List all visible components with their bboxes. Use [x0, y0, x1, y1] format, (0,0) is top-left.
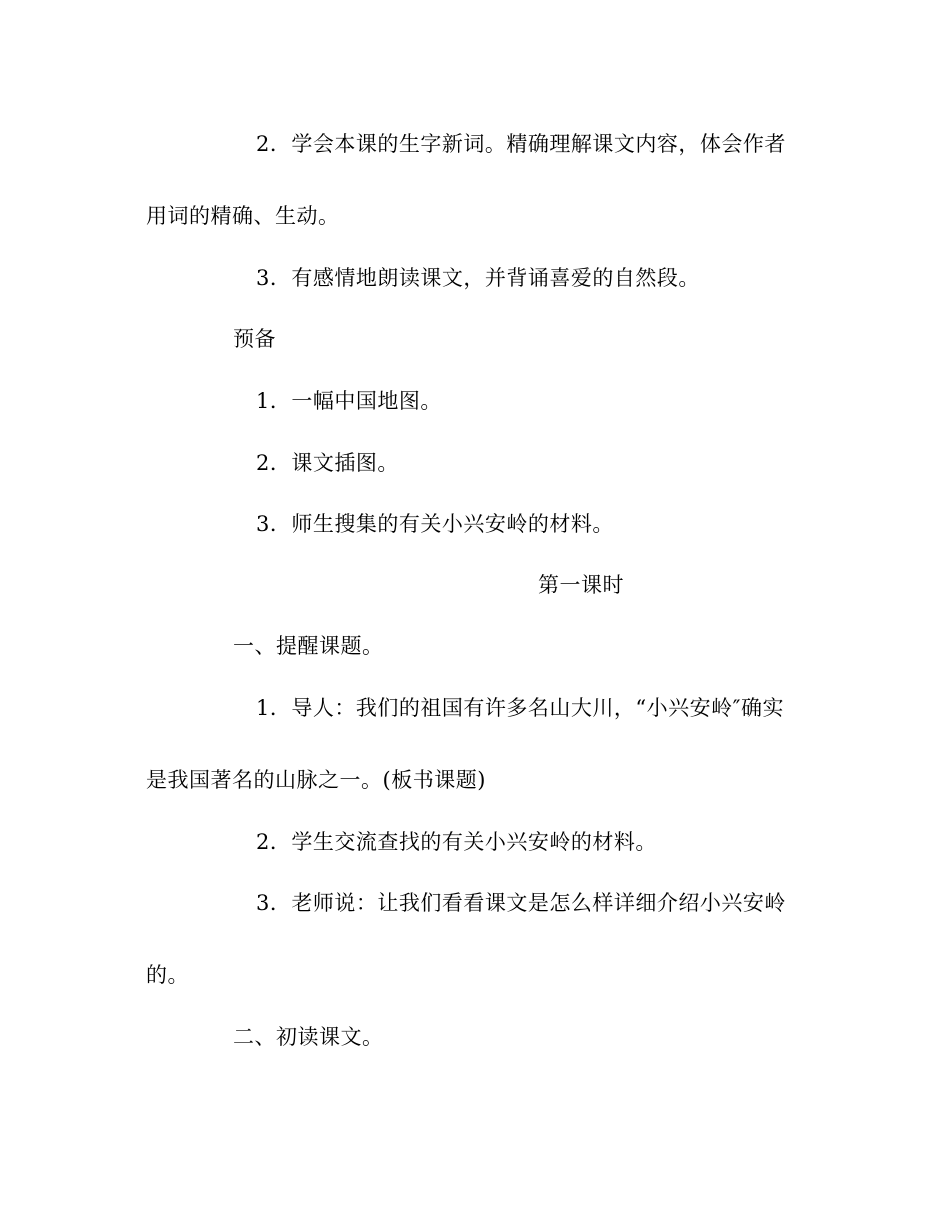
section-2-heading: 二、初读课文。: [233, 1025, 384, 1049]
goal-2-line-1: 2．学会本课的生字新词。精确理解课文内容，体会作者: [256, 132, 786, 156]
step-3-line-2: 的。: [146, 963, 189, 987]
prep-item-3: 3．师生搜集的有关小兴安岭的材料。: [256, 512, 614, 536]
step-2-line: 2．学生交流查找的有关小兴安岭的材料。: [256, 830, 657, 854]
step-1-line-2: 是我国著名的山脉之一。(板书课题): [146, 768, 486, 792]
section-1-heading: 一、提醒课题。: [233, 634, 384, 658]
step-1-line-1: 1．导人：我们的祖国有许多名山大川，“小兴安岭″确实: [256, 696, 784, 720]
goal-2-line-2: 用词的精确、生动。: [146, 204, 340, 228]
prep-item-2: 2．课文插图。: [256, 451, 399, 475]
goal-3-line: 3．有感情地朗读课文，并背诵喜爱的自然段。: [256, 266, 700, 290]
step-3-line-1: 3．老师说：让我们看看课文是怎么样详细介绍小兴安岭: [256, 891, 786, 915]
lesson-title: 第一课时: [538, 573, 624, 597]
prep-item-1: 1．一幅中国地图。: [256, 389, 442, 413]
prep-heading: 预备: [233, 327, 276, 351]
